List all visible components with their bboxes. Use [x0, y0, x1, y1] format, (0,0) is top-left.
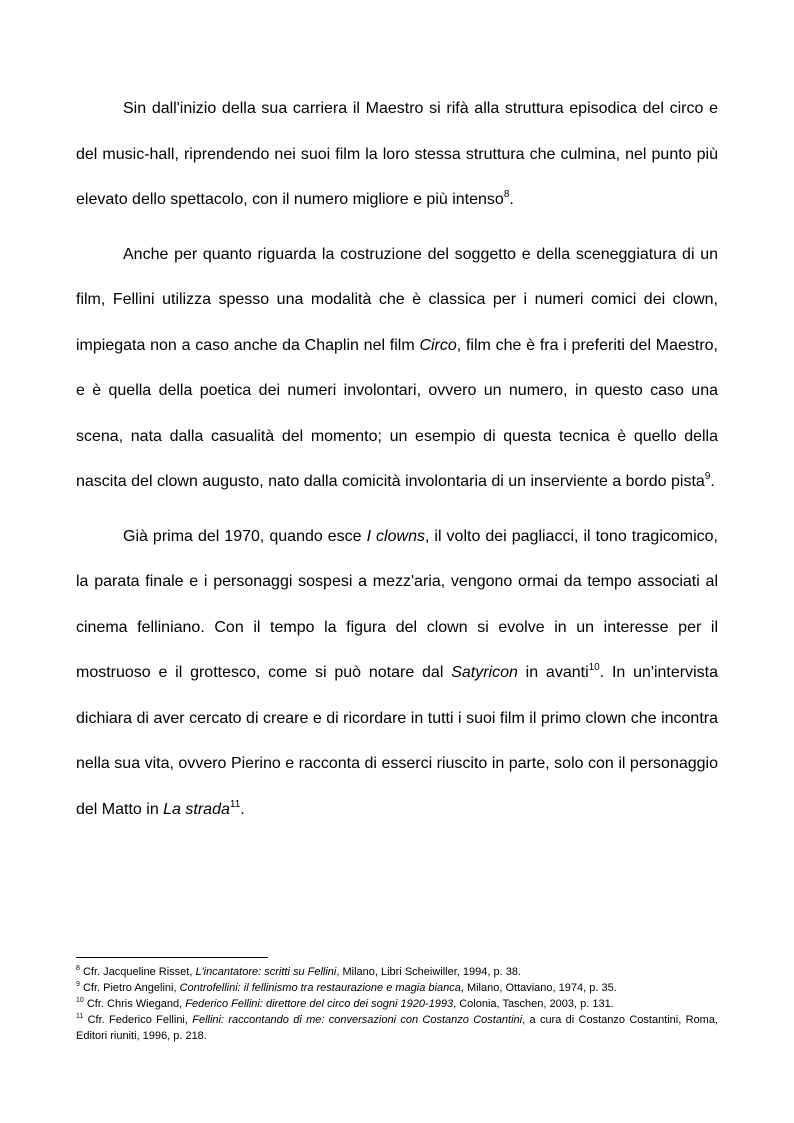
italic-title: Fellini: raccontando di me: conversazioni con Costanzo Costantini — [192, 1014, 523, 1026]
footnote-ref: 9 — [704, 471, 711, 482]
text-run: , il volto dei pagliacci, il tono tragicomico, la parata finale e i personaggi sospesi a mezz'aria, vengono ormai da tempo associati al cinema felliniano. Con il tempo la figura del clown si evolve in un interesse per il mostruoso e il grottesco, come si può notare dal — [76, 527, 719, 681]
paragraph-3 — [76, 514, 718, 833]
text-run: . — [240, 800, 245, 818]
footnote-ref: 10 — [588, 662, 600, 673]
footnote-ref: 11 — [76, 1013, 84, 1020]
footnote-separator — [76, 957, 268, 958]
italic-title: I clowns — [366, 527, 425, 545]
footnote-9 — [76, 980, 718, 996]
text-run: Anche per quanto riguarda la costruzione del soggetto e della sceneggiatura di un film, Fellini utilizza spesso una modalità che è classica per i numeri comici dei clown, impiegata non a caso anche da Chaplin nel film — [76, 245, 718, 354]
footnote-11 — [76, 1012, 718, 1044]
footnotes-section — [76, 957, 718, 1044]
footnote-ref: 8 — [503, 189, 510, 200]
footnote-ref: 10 — [76, 997, 84, 1004]
footnote-8 — [76, 964, 718, 980]
text-run: . — [710, 473, 715, 490]
text-run: Già prima del 1970, quando esce — [123, 527, 367, 545]
italic-title: La strada — [163, 800, 230, 818]
text-run: in avanti — [517, 664, 589, 681]
paragraph-2 — [76, 232, 718, 505]
text-run: Cfr. Federico Fellini, — [83, 1014, 193, 1026]
text-run: Cfr. Jacqueline Risset, — [79, 966, 196, 978]
footnote-ref: 9 — [76, 981, 80, 988]
text-run: . — [509, 191, 514, 208]
text-run: , Milano, Ottaviano, 1974, p. 35. — [460, 982, 617, 994]
footnote-ref: 11 — [229, 798, 241, 810]
main-text — [76, 86, 718, 841]
text-run: , film che è fra i preferiti del Maestro, e è quella della poetica dei numeri involontari, ovvero un numero, in questo caso una scena, nata dalla casualità del momento; un esempio di questa tecnica è quello della nascita del clown augusto, nato dalla comicità involontaria di un inserviente a bordo pista — [76, 336, 719, 490]
text-run: , Colonia, Taschen, 2003, p. 131. — [453, 998, 614, 1010]
text-run: , Milano, Libri Scheiwiller, 1994, p. 38. — [336, 966, 522, 978]
italic-title: Controfellini: il fellinismo tra restaurazione e magia bianca — [179, 982, 461, 994]
italic-title: Satyricon — [451, 664, 518, 681]
footnote-ref: 8 — [76, 965, 80, 972]
italic-title: Circo — [419, 336, 457, 354]
text-run: Cfr. Pietro Angelini, — [79, 982, 180, 994]
paragraph-1 — [76, 86, 718, 223]
footnote-10 — [76, 996, 718, 1012]
text-run: Cfr. Chris Wiegand, — [83, 998, 186, 1010]
italic-title: Federico Fellini: direttore del circo dei sogni 1920-1993 — [185, 998, 454, 1010]
text-run: . In un'intervista dichiara di aver cercato di creare e di ricordare in tutti i suoi film il primo clown che incontra nella sua vita, ovvero Pierino e racconta di esserci riuscito in parte, solo con il personaggio del Matto in — [76, 664, 718, 818]
italic-title: L'incantatore: scritti su Fellini — [195, 966, 337, 978]
text-run: , a cura di Costanzo Costantini, Roma, Editori riuniti, 1996, p. 218. — [76, 1014, 719, 1042]
text-run: Sin dall'inizio della sua carriera il Maestro si rifà alla struttura episodica del circo e del music-hall, riprendendo nei suoi film la loro stessa struttura che culmina, nel punto più elevato dello spettacolo, con il numero migliore e più intenso — [76, 100, 718, 208]
